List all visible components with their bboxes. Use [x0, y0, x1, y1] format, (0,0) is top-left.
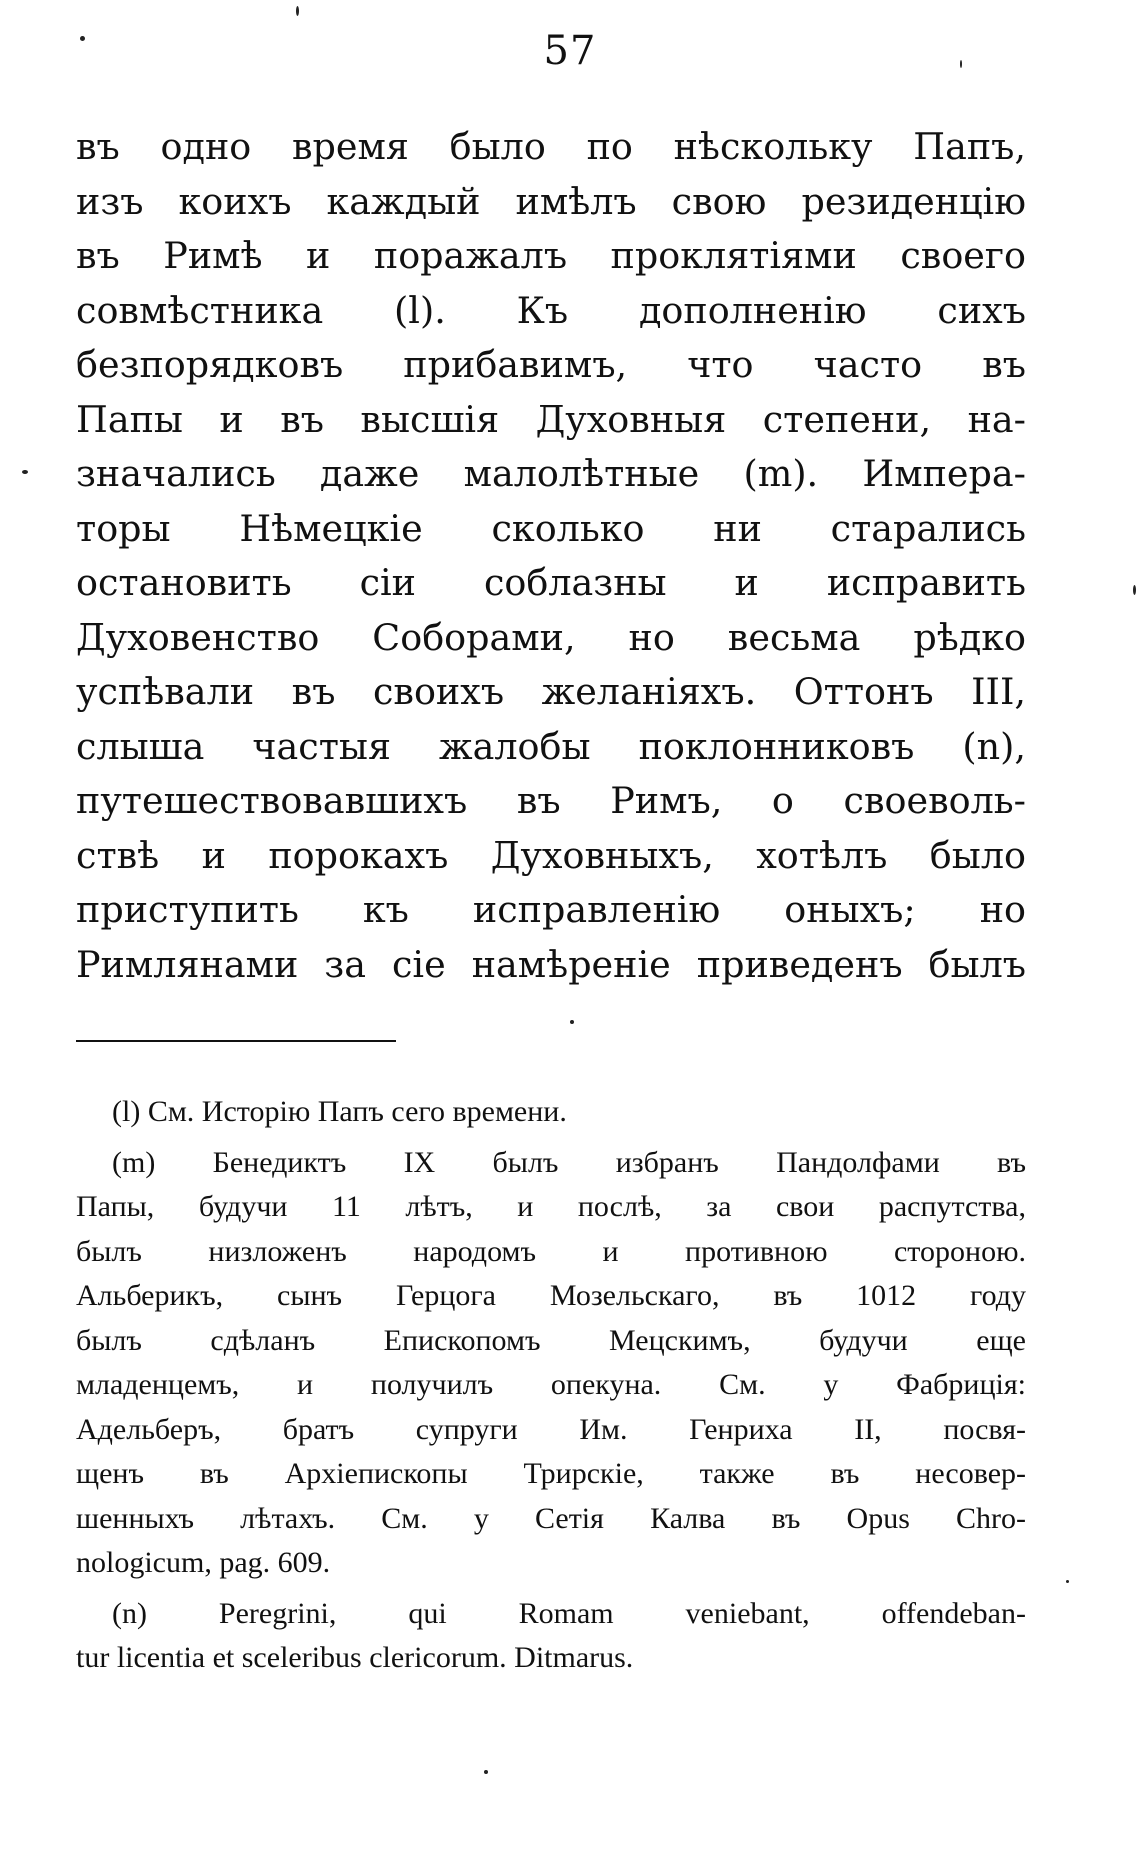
scan-speck [1133, 585, 1136, 595]
footnote-line: щенъ въ Архіепископы Трирскіе, также въ несовер- [76, 1457, 1026, 1490]
scan-speck [570, 1020, 574, 1024]
text-line: въ Римѣ и поражалъ проклятіями своего [76, 234, 1026, 277]
text-line: путешествовавшихъ въ Римъ, о своеволь- [76, 779, 1026, 822]
page-number: 57 [543, 28, 597, 74]
footnote-m [76, 1141, 1026, 1586]
text-line: остановить сіи соблазны и исправить [76, 561, 1026, 604]
text-line: изъ коихъ каждый имѣлъ свою резиденцію [76, 179, 1026, 223]
scan-speck [1066, 1580, 1069, 1583]
footnote-line: Адельберъ, братъ супруги Им. Генриха II, посвя- [76, 1412, 1026, 1446]
footnote-line: Альберикъ, сынъ Герцога Мозельскаго, въ 1012 году [76, 1279, 1026, 1312]
footnote-line: tur licentia et sceleribus clericorum. Ditmarus. [76, 1641, 634, 1674]
footnote-line: (n) Peregrini, qui Romam veniebant, offendeban- [112, 1596, 1026, 1630]
footnote-line: младенцемъ, и получилъ опекуна. См. у Фабриція: [76, 1368, 1026, 1401]
scan-speck [80, 36, 85, 41]
scan-speck [484, 1770, 488, 1774]
footnote-line: шенныхъ лѣтахъ. См. у Сетія Калва въ Opus Chro- [76, 1501, 1026, 1535]
footnote-line: (l) См. Исторію Папъ сего времени. [112, 1095, 567, 1128]
text-line: успѣвали въ своихъ желаніяхъ. Оттонъ III, [76, 670, 1026, 713]
footnote-separator [76, 1040, 396, 1042]
text-line: торы Нѣмецкіе сколько ни старались [76, 506, 1026, 550]
text-line: Папы и въ высшія Духовныя степени, на- [76, 397, 1026, 441]
scan-speck [296, 6, 299, 16]
footnote-l [76, 1090, 1026, 1135]
text-line: Римлянами за сіе намѣреніе приведенъ былъ [76, 942, 1026, 986]
text-line: въ одно время было по нѣскольку Папъ, [76, 125, 1026, 168]
text-line: Духовенство Соборами, но весьма рѣдко [76, 615, 1026, 659]
scan-speck [22, 470, 28, 474]
text-line: слыша частыя жалобы поклонниковъ (n), [76, 724, 1026, 768]
main-text-block [76, 120, 1026, 992]
text-line: совмѣстника (l). Къ дополненію сихъ [76, 288, 1026, 332]
text-line: ствѣ и порокахъ Духовныхъ, хотѣлъ было [76, 833, 1026, 877]
footnote-line: былъ сдѣланъ Епископомъ Мецскимъ, будучи еще [76, 1323, 1026, 1357]
footnote-line: nologicum, pag. 609. [76, 1546, 331, 1579]
text-line: значались даже малолѣтные (m). Импера- [76, 452, 1026, 495]
text-line: безпорядковъ прибавимъ, что часто въ [76, 343, 1026, 386]
text-line: приступить къ исправленію оныхъ; но [76, 888, 1026, 931]
footnotes-block [76, 1090, 1026, 1681]
footnote-line: былъ низложенъ народомъ и противною стороною. [76, 1234, 1026, 1268]
footnote-line: Папы, будучи 11 лѣтъ, и послѣ, за свои распутства, [76, 1190, 1026, 1223]
footnote-n [76, 1592, 1026, 1681]
footnote-line: (m) Бенедиктъ IX былъ избранъ Пандолфами въ [112, 1145, 1026, 1179]
scan-speck [960, 60, 962, 68]
